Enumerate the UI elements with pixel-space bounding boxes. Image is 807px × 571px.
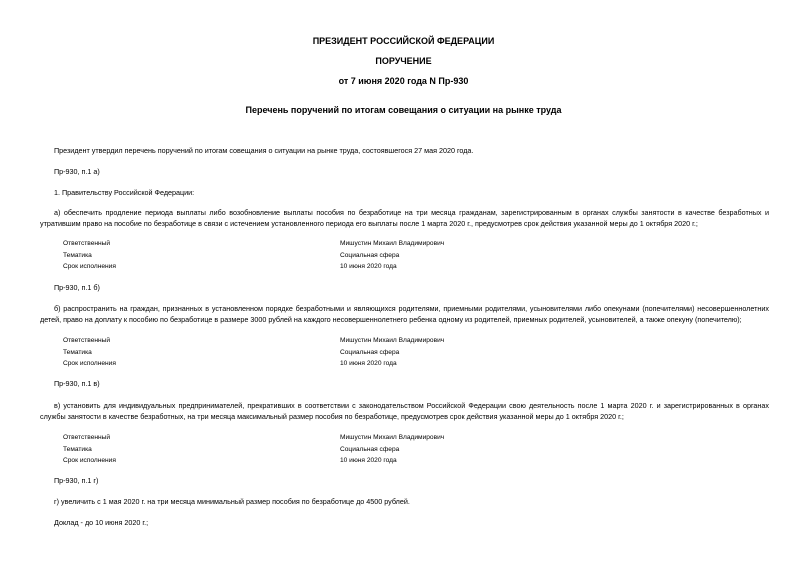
meta-label-topic: Тематика <box>63 445 92 453</box>
issuer-heading: ПРЕЗИДЕНТ РОССИЙСКОЙ ФЕДЕРАЦИИ <box>312 36 495 46</box>
meta-label-responsible: Ответственный <box>63 434 111 441</box>
document-title: Перечень поручений по итогам совещания о ситуации на рынке труда <box>245 105 562 115</box>
meta-block-1 <box>63 238 563 273</box>
meta-label-topic: Тематика <box>63 348 92 356</box>
meta-value-deadline: 10 июня 2020 года <box>340 263 397 270</box>
meta-value-topic: Социальная сфера <box>340 445 400 453</box>
reference-1a: Пр-930, п.1 а) <box>54 167 100 176</box>
reference-1v: Пр-930, п.1 в) <box>54 379 100 388</box>
meta-label-deadline: Срок исполнения <box>63 360 116 367</box>
paragraph-1b: б) распространить на граждан, признанных в установленном порядке безработными и являющихся родителями, приемными родителями, усыновителями либо опекунами (попечителями) несовершеннолетних детей, право на доплату к пособию по безработице в размере 3000 рублей на каждого несовершеннолетнего ребенка одному из родителей, приемных родителей, усыновителей, а также опекуну (попечителю); <box>40 304 769 324</box>
meta-value-deadline: 10 июня 2020 года <box>340 457 397 464</box>
meta-block-3 <box>63 432 563 467</box>
document-type: ПОРУЧЕНИЕ <box>375 56 432 66</box>
meta-label-responsible: Ответственный <box>63 240 111 247</box>
meta-value-responsible: Мишустин Михаил Владимирович <box>340 434 445 441</box>
paragraph-1g: г) увеличить с 1 мая 2020 г. на три месяца минимальный размер пособия по безработице до 4500 рублей. <box>54 497 410 506</box>
meta-value-topic: Социальная сфера <box>340 348 400 356</box>
meta-value-responsible: Мишустин Михаил Владимирович <box>340 240 445 247</box>
paragraph-1a: а) обеспечить продление периода выплаты либо возобновление выплаты пособия по безработице на три месяца гражданам, зарегистрированным в органах службы занятости в качестве безработных и утратившим право на пособие по безработице в связи с истечением установленного периода его выплаты после 1 марта 2020 г., предусмотрев срок действия указанной меры до 1 октября 2020 г.; <box>40 208 769 228</box>
meta-value-deadline: 10 июня 2020 года <box>340 360 397 367</box>
paragraph-1v: в) установить для индивидуальных предпринимателей, прекративших в соответствии с законодательством Российской Федерации свою деятельность после 1 марта 2020 г. и зарегистрированных в органах службы занятости в качестве безработных, на три месяца максимальный размер пособия по безработице, предусмотрев срок действия указанной меры до 1 октября 2020 г.; <box>40 401 769 421</box>
reference-1b: Пр-930, п.1 б) <box>54 283 100 292</box>
meta-label-deadline: Срок исполнения <box>63 457 116 464</box>
meta-label-responsible: Ответственный <box>63 337 111 344</box>
meta-value-responsible: Мишустин Михаил Владимирович <box>340 337 445 344</box>
intro-paragraph: Президент утвердил перечень поручений по итогам совещания о ситуации на рынке труда, состоявшегося 27 мая 2020 года. <box>54 146 474 155</box>
meta-block-2 <box>63 335 563 370</box>
meta-label-topic: Тематика <box>63 251 92 259</box>
paragraph-1: 1. Правительству Российской Федерации: <box>54 188 195 197</box>
document-date-number: от 7 июня 2020 года N Пр-930 <box>338 76 469 86</box>
reference-1g: Пр-930, п.1 г) <box>54 476 99 485</box>
meta-value-topic: Социальная сфера <box>340 251 400 259</box>
report-deadline: Доклад - до 10 июня 2020 г.; <box>54 518 149 527</box>
meta-label-deadline: Срок исполнения <box>63 263 116 270</box>
